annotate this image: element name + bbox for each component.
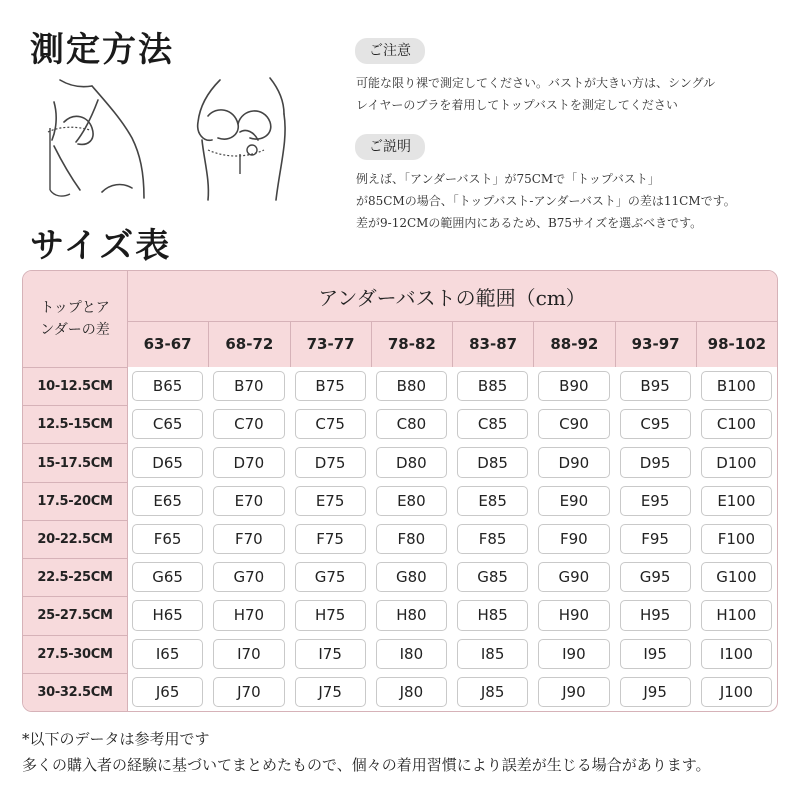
size-cell: B90: [538, 371, 609, 401]
diff-header-line-1: トップとア: [40, 300, 110, 316]
measure-top-illustration: [40, 72, 170, 202]
column-header: 93-97: [615, 321, 696, 367]
size-cell: G100: [701, 562, 772, 592]
explain-line-3: 差が9-12CMの範囲内にあるため、B75サイズを選ぶべきです。: [356, 216, 703, 230]
size-cell: E80: [376, 486, 447, 516]
size-cell: G65: [132, 562, 203, 592]
column-header: 98-102: [696, 321, 777, 367]
column-header: 83-87: [452, 321, 533, 367]
size-cell: G70: [213, 562, 284, 592]
size-cell: F65: [132, 524, 203, 554]
measure-title: 測定方法: [30, 30, 174, 70]
size-cell: B70: [213, 371, 284, 401]
size-table-title: サイズ表: [30, 226, 172, 266]
size-cell: E70: [213, 486, 284, 516]
column-header: 88-92: [533, 321, 614, 367]
size-cell: I95: [620, 639, 691, 669]
column-header: 73-77: [290, 321, 371, 367]
size-cell: H85: [457, 600, 528, 630]
explain-label: ご説明: [355, 134, 425, 160]
size-cell: I85: [457, 639, 528, 669]
size-cell: H90: [538, 600, 609, 630]
column-header: 63-67: [143, 335, 192, 353]
notice-label: ご注意: [355, 38, 425, 64]
size-cell: D100: [701, 447, 772, 477]
size-cell: H95: [620, 600, 691, 630]
size-cell: D80: [376, 447, 447, 477]
size-cell: D65: [132, 447, 203, 477]
size-cell: G95: [620, 562, 691, 592]
size-cell: E75: [295, 486, 366, 516]
row-header: 10-12.5CM: [23, 367, 127, 405]
explain-line-2: が85CMの場合、「トップバスト-アンダーバスト」の差は11CMです。: [356, 194, 736, 208]
row-header: 22.5-25CM: [23, 558, 127, 596]
size-cell: B100: [701, 371, 772, 401]
notice-line-1: 可能な限り裸で測定してください。バストが大きい方は、シングル: [356, 76, 716, 90]
size-cell: B80: [376, 371, 447, 401]
size-cell: J85: [457, 677, 528, 707]
footer-note-1: *以下のデータは参考用です: [22, 730, 210, 748]
size-cell: D70: [213, 447, 284, 477]
diff-header: [23, 271, 127, 367]
size-cell: J95: [620, 677, 691, 707]
size-cell: B65: [132, 371, 203, 401]
size-cell: F90: [538, 524, 609, 554]
size-cell: J90: [538, 677, 609, 707]
size-cell: E90: [538, 486, 609, 516]
size-cell: F75: [295, 524, 366, 554]
size-cell: E100: [701, 486, 772, 516]
size-cell: G75: [295, 562, 366, 592]
size-cell: D90: [538, 447, 609, 477]
notice-line-2: レイヤーのブラを着用してトップバストを測定してください: [356, 98, 678, 112]
row-header: 20-22.5CM: [23, 520, 127, 558]
size-cell: E85: [457, 486, 528, 516]
size-cell: I90: [538, 639, 609, 669]
range-header: アンダーバストの範囲（cm）: [318, 285, 586, 310]
size-cell: C70: [213, 409, 284, 439]
size-cell: F100: [701, 524, 772, 554]
size-cell: C100: [701, 409, 772, 439]
size-cell: G80: [376, 562, 447, 592]
diff-header-line-2: ンダーの差: [40, 322, 110, 338]
size-cell: G90: [538, 562, 609, 592]
row-header: 17.5-20CM: [23, 482, 127, 520]
size-cell: I70: [213, 639, 284, 669]
size-cell: D75: [295, 447, 366, 477]
size-cell: B95: [620, 371, 691, 401]
size-cell: J75: [295, 677, 366, 707]
size-cell: F95: [620, 524, 691, 554]
explain-line-1: 例えば、「アンダーバスト」が75CMで「トップバスト」: [356, 172, 660, 186]
size-cell: H70: [213, 600, 284, 630]
size-cell: C75: [295, 409, 366, 439]
size-cell: D95: [620, 447, 691, 477]
row-header: 12.5-15CM: [23, 405, 127, 443]
size-cell: J100: [701, 677, 772, 707]
size-cell: J80: [376, 677, 447, 707]
size-cell: H100: [701, 600, 772, 630]
size-table: [22, 270, 778, 712]
size-cell: H75: [295, 600, 366, 630]
size-cell: I80: [376, 639, 447, 669]
row-header: 15-17.5CM: [23, 443, 127, 481]
size-cell: E65: [132, 486, 203, 516]
measure-under-illustration: [180, 70, 310, 205]
size-cell: D85: [457, 447, 528, 477]
size-cell: I65: [132, 639, 203, 669]
size-cell: J65: [132, 677, 203, 707]
size-cell: C85: [457, 409, 528, 439]
size-cell: H80: [376, 600, 447, 630]
size-cell: B85: [457, 371, 528, 401]
size-cell: C65: [132, 409, 203, 439]
row-header: 25-27.5CM: [23, 596, 127, 634]
size-cell: F80: [376, 524, 447, 554]
size-cell: I75: [295, 639, 366, 669]
size-cell: C95: [620, 409, 691, 439]
column-header: 78-82: [371, 321, 452, 367]
row-header: 30-32.5CM: [23, 673, 127, 711]
size-cell: C80: [376, 409, 447, 439]
size-cell: J70: [213, 677, 284, 707]
footer-note-2: 多くの購入者の経験に基づいてまとめたもので、個々の着用習慣により誤差が生じる場合があります。: [22, 756, 711, 774]
size-cell: F85: [457, 524, 528, 554]
column-header: 68-72: [208, 321, 289, 367]
row-header: 27.5-30CM: [23, 635, 127, 673]
size-cell: F70: [213, 524, 284, 554]
size-cell: I100: [701, 639, 772, 669]
size-cell: G85: [457, 562, 528, 592]
size-cell: C90: [538, 409, 609, 439]
size-cell: E95: [620, 486, 691, 516]
size-cell: H65: [132, 600, 203, 630]
size-cell: B75: [295, 371, 366, 401]
